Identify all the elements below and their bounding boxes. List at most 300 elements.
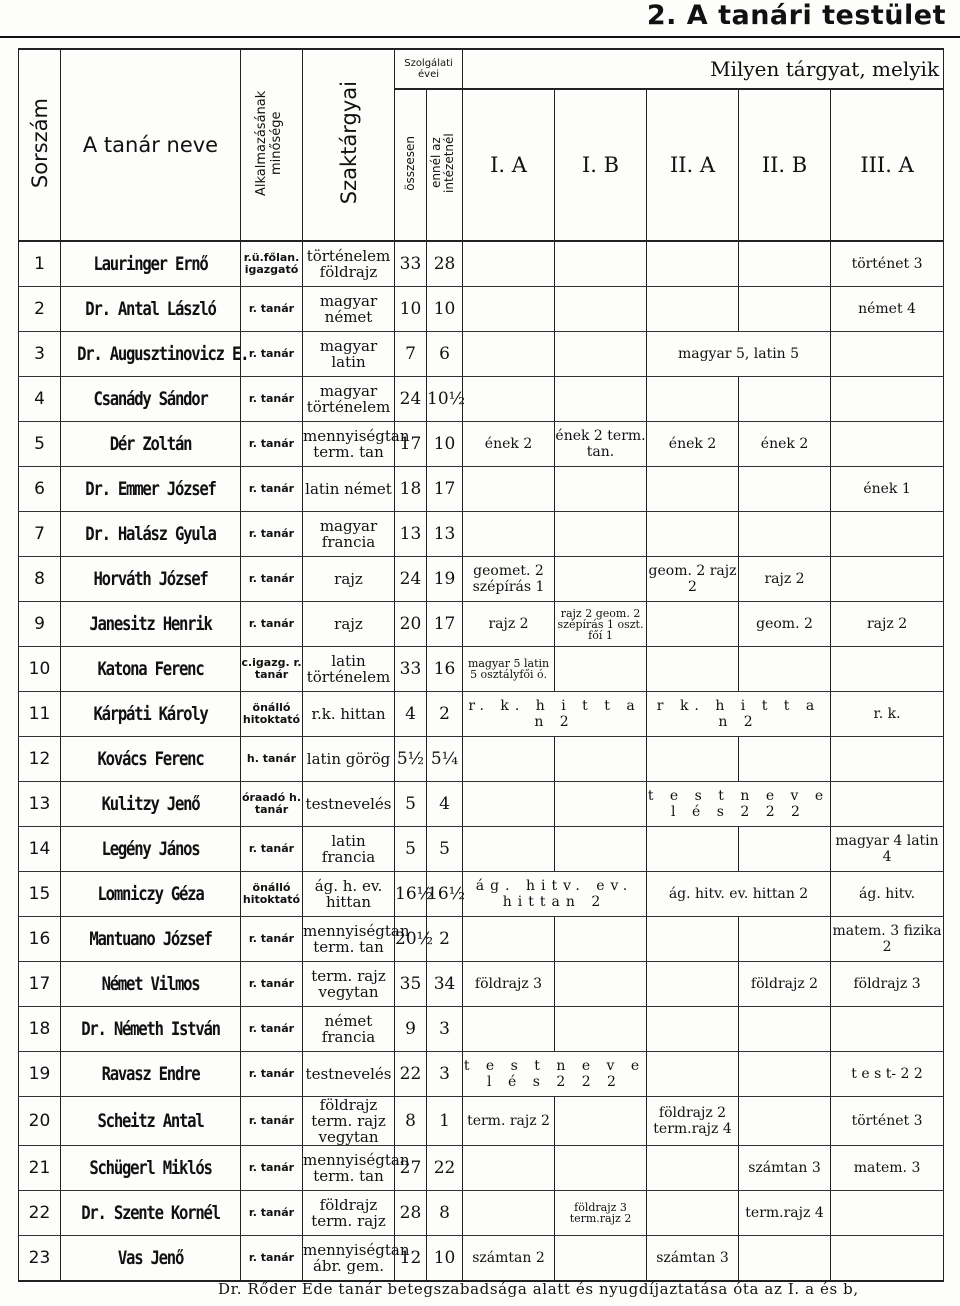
appointment-type: r. tanár <box>241 1236 303 1282</box>
years-institute: 3 <box>427 1007 463 1052</box>
class-assignment-1b <box>555 962 647 1007</box>
teacher-name: Janesitz Henrik <box>89 613 212 635</box>
subjects: latin német <box>303 467 395 512</box>
years-total: 16½ <box>395 872 427 917</box>
subjects: rajz <box>303 557 395 602</box>
teacher-name-cell <box>61 467 241 512</box>
subjects: latin történelem <box>303 647 395 692</box>
class-assignment-1a: földrajz 3 <box>463 962 555 1007</box>
teacher-name-cell <box>61 1097 241 1146</box>
appointment-type: r. tanár <box>241 1097 303 1146</box>
years-institute: 19 <box>427 557 463 602</box>
years-total: 4 <box>395 692 427 737</box>
appointment-type: önálló hitoktató <box>241 872 303 917</box>
class-assignment-1b <box>555 1236 647 1282</box>
table-row <box>19 962 944 1007</box>
header-class-2b: II. B <box>739 89 831 241</box>
class-assignment-2a <box>647 512 739 557</box>
years-total: 24 <box>395 377 427 422</box>
class-assignment-2b <box>739 1097 831 1146</box>
row-number: 5 <box>19 422 61 467</box>
class-assignment-1a <box>463 241 555 287</box>
class-assignment-3a: r. k. <box>831 692 944 737</box>
teacher-name-cell <box>61 287 241 332</box>
header-osszesen-label: összesen <box>403 135 417 191</box>
table-row <box>19 1097 944 1146</box>
title-rule <box>0 36 960 38</box>
class-assignment-1a <box>463 512 555 557</box>
subjects: mennyiségtan term. tan <box>303 917 395 962</box>
table-row <box>19 332 944 377</box>
class-assignment-3a <box>831 647 944 692</box>
row-number: 11 <box>19 692 61 737</box>
teacher-name: Dér Zoltán <box>109 433 192 455</box>
subjects: ág. h. ev. hittan <box>303 872 395 917</box>
class-assignment-2b: geom. 2 <box>739 602 831 647</box>
class-assignment-3a: földrajz 3 <box>831 962 944 1007</box>
table-row <box>19 602 944 647</box>
class-assignment-1b <box>555 332 647 377</box>
class-assignment-3a <box>831 557 944 602</box>
teachers-table <box>18 48 944 1282</box>
years-total: 33 <box>395 241 427 287</box>
years-institute: 22 <box>427 1146 463 1191</box>
teacher-name: Lomniczy Géza <box>97 883 204 905</box>
class-assignment-1b <box>555 1007 647 1052</box>
header-class-1a: I. A <box>463 89 555 241</box>
class-assignment-1b: ének 2 term. tan. <box>555 422 647 467</box>
class-assignment-2a: számtan 3 <box>647 1236 739 1282</box>
table-row <box>19 512 944 557</box>
class-assignment-2a <box>647 737 739 782</box>
teacher-name: Legény János <box>101 838 200 860</box>
class-assignment-2b: földrajz 2 <box>739 962 831 1007</box>
subjects: term. rajz vegytan <box>303 962 395 1007</box>
teacher-name: Schügerl Miklós <box>89 1157 212 1179</box>
row-number: 10 <box>19 647 61 692</box>
teacher-name-cell <box>61 557 241 602</box>
appointment-type: r. tanár <box>241 287 303 332</box>
class-assignment-2a <box>647 827 739 872</box>
teacher-name: Kovács Ferenc <box>97 748 204 770</box>
header-intezetnel-label: ennél az intézetnél <box>428 133 456 193</box>
table-row <box>19 377 944 422</box>
class-assignment-2b <box>739 737 831 782</box>
appointment-type: r. tanár <box>241 1007 303 1052</box>
teacher-name: Mantuano József <box>89 928 212 950</box>
table-row <box>19 422 944 467</box>
class-assignment-2a: geom. 2 rajz 2 <box>647 557 739 602</box>
teacher-name-cell <box>61 1007 241 1052</box>
years-institute: 10 <box>427 287 463 332</box>
class-assignment-3a <box>831 512 944 557</box>
class-assignment-3a: történet 3 <box>831 1097 944 1146</box>
years-total: 13 <box>395 512 427 557</box>
header-alkalmazas <box>241 49 303 241</box>
row-number: 8 <box>19 557 61 602</box>
header-name: A tanár neve <box>61 49 241 241</box>
subjects: rajz <box>303 602 395 647</box>
class-assignment-1b <box>555 647 647 692</box>
class-assignment-1b <box>555 512 647 557</box>
class-assignment-2b <box>739 917 831 962</box>
table-row <box>19 1191 944 1236</box>
years-institute: 13 <box>427 512 463 557</box>
appointment-type: r. tanár <box>241 332 303 377</box>
class-assignment-1a <box>463 1191 555 1236</box>
class-assignment-2b <box>739 287 831 332</box>
years-institute: 10½ <box>427 377 463 422</box>
appointment-type: c.igazg. r. tanár <box>241 647 303 692</box>
row-number: 3 <box>19 332 61 377</box>
subjects: történelem földrajz <box>303 241 395 287</box>
years-total: 28 <box>395 1191 427 1236</box>
class-assignment-3a: ének 1 <box>831 467 944 512</box>
class-assignment-2a <box>647 602 739 647</box>
class-assignment-2b <box>739 827 831 872</box>
class-assignment-1a <box>463 1007 555 1052</box>
class-assignment-1b <box>555 287 647 332</box>
class-assignment-3a <box>831 1236 944 1282</box>
header-sorszam <box>19 49 61 241</box>
years-institute: 16½ <box>427 872 463 917</box>
class-assignment-2a <box>647 287 739 332</box>
class-assignment-2a-2b: r k. h i t t a n 2 <box>647 692 831 737</box>
teacher-name-cell <box>61 692 241 737</box>
class-assignment-2b <box>739 647 831 692</box>
class-assignment-3a <box>831 332 944 377</box>
teacher-name-cell <box>61 872 241 917</box>
class-assignment-1a: term. rajz 2 <box>463 1097 555 1146</box>
subjects: mennyiségtan term. tan <box>303 422 395 467</box>
class-assignment-3a: matem. 3 <box>831 1146 944 1191</box>
class-assignment-1a <box>463 332 555 377</box>
class-assignment-2b <box>739 1052 831 1097</box>
years-total: 5 <box>395 782 427 827</box>
class-assignment-2a <box>647 1191 739 1236</box>
class-assignment-1a: geomet. 2 szépírás 1 <box>463 557 555 602</box>
years-total: 12 <box>395 1236 427 1282</box>
table-row <box>19 557 944 602</box>
class-assignment-1b: rajz 2 geom. 2 szépírás 1 oszt. főí 1 <box>555 602 647 647</box>
footer-note: Dr. Rőder Ede tanár betegszabadsága alatt és nyugdíjaztatása óta az I. a és b, <box>218 1280 859 1298</box>
subjects: földrajz term. rajz <box>303 1191 395 1236</box>
teacher-name: Dr. Szente Kornél <box>81 1202 220 1224</box>
class-assignment-1b <box>555 241 647 287</box>
teacher-name-cell <box>61 737 241 782</box>
class-assignment-2b <box>739 512 831 557</box>
class-assignment-1a: ének 2 <box>463 422 555 467</box>
header-szolgalati: Szolgálati évei <box>395 49 463 89</box>
appointment-type: r.ü.főlan. igazgató <box>241 241 303 287</box>
table-row <box>19 827 944 872</box>
header-szaktargyai-label: Szaktárgyai <box>336 81 361 205</box>
years-total: 33 <box>395 647 427 692</box>
header-class-1b: I. B <box>555 89 647 241</box>
teacher-name-cell <box>61 1146 241 1191</box>
teacher-name-cell <box>61 512 241 557</box>
row-number: 17 <box>19 962 61 1007</box>
header-szaktargyai <box>303 49 395 241</box>
teacher-name: Csanády Sándor <box>93 388 208 410</box>
teacher-name: Dr. Németh István <box>81 1018 220 1040</box>
teacher-name-cell <box>61 332 249 377</box>
teacher-name: Kulitzy Jenő <box>101 793 200 815</box>
teacher-name: Horváth József <box>93 568 208 590</box>
class-assignment-2a <box>647 377 739 422</box>
subjects: testnevelés <box>303 782 395 827</box>
class-assignment-1a-1b: t e s t n e v e l é s 2 2 2 <box>463 1052 647 1097</box>
subjects: magyar latin <box>303 332 395 377</box>
teacher-name-cell <box>61 782 241 827</box>
subjects: testnevelés <box>303 1052 395 1097</box>
table-row <box>19 647 944 692</box>
years-total: 18 <box>395 467 427 512</box>
subjects: földrajz term. rajz vegytan <box>303 1097 395 1146</box>
row-number: 18 <box>19 1007 61 1052</box>
class-assignment-1b <box>555 782 647 827</box>
appointment-type: r. tanár <box>241 917 303 962</box>
row-number: 6 <box>19 467 61 512</box>
years-total: 9 <box>395 1007 427 1052</box>
class-assignment-1a-1b: r. k. h i t t a n 2 <box>463 692 647 737</box>
years-institute: 17 <box>427 467 463 512</box>
class-assignment-1a <box>463 1146 555 1191</box>
class-assignment-2a: ének 2 <box>647 422 739 467</box>
table-row <box>19 287 944 332</box>
table-row <box>19 1052 944 1097</box>
teacher-name-cell <box>61 917 241 962</box>
teacher-name: Lauringer Ernő <box>93 253 208 275</box>
years-institute: 4 <box>427 782 463 827</box>
class-assignment-1b <box>555 377 647 422</box>
years-institute: 6 <box>427 332 463 377</box>
class-assignment-1a: számtan 2 <box>463 1236 555 1282</box>
row-number: 2 <box>19 287 61 332</box>
years-total: 5½ <box>395 737 427 782</box>
class-assignment-2a <box>647 1007 739 1052</box>
years-total: 7 <box>395 332 427 377</box>
subjects: mennyiségtan term. tan <box>303 1146 395 1191</box>
teacher-name: Német Vilmos <box>101 973 200 995</box>
header-alkalmazas-label: Alkalmazásának minősége <box>253 90 284 196</box>
class-assignment-1b <box>555 827 647 872</box>
teacher-name: Ravasz Endre <box>101 1063 200 1085</box>
row-number: 12 <box>19 737 61 782</box>
table-row <box>19 737 944 782</box>
class-assignment-3a: magyar 4 latin 4 <box>831 827 944 872</box>
table-row <box>19 467 944 512</box>
appointment-type: r. tanár <box>241 1146 303 1191</box>
subjects: latin görög <box>303 737 395 782</box>
class-assignment-1b <box>555 1146 647 1191</box>
subjects: magyar történelem <box>303 377 395 422</box>
teacher-name-cell <box>61 377 241 422</box>
teacher-name: Dr. Augusztinovicz E. <box>77 343 249 365</box>
table-row <box>19 917 944 962</box>
class-assignment-2a <box>647 241 739 287</box>
class-assignment-3a: matem. 3 fizika 2 <box>831 917 944 962</box>
class-assignment-2b <box>739 1236 831 1282</box>
class-assignment-1a: rajz 2 <box>463 602 555 647</box>
class-assignment-1a <box>463 287 555 332</box>
class-assignment-2a <box>647 962 739 1007</box>
row-number: 13 <box>19 782 61 827</box>
class-assignment-2a <box>647 647 739 692</box>
header-milyen: Milyen tárgyat, melyik <box>463 49 944 89</box>
years-total: 27 <box>395 1146 427 1191</box>
class-assignment-1b <box>555 1097 647 1146</box>
class-assignment-3a: német 4 <box>831 287 944 332</box>
appointment-type: r. tanár <box>241 512 303 557</box>
table-row <box>19 1146 944 1191</box>
class-assignment-1a <box>463 467 555 512</box>
class-assignment-1a: magyar 5 latin 5 osztályfői ó. <box>463 647 555 692</box>
class-assignment-3a: történet 3 <box>831 241 944 287</box>
subjects: r.k. hittan <box>303 692 395 737</box>
years-total: 17 <box>395 422 427 467</box>
class-assignment-1b: földrajz 3 term.rajz 2 <box>555 1191 647 1236</box>
teacher-name-cell <box>61 647 241 692</box>
years-total: 22 <box>395 1052 427 1097</box>
teacher-name-cell <box>61 241 241 287</box>
appointment-type: r. tanár <box>241 1052 303 1097</box>
class-assignment-1b <box>555 917 647 962</box>
years-total: 8 <box>395 1097 427 1146</box>
class-assignment-2b: rajz 2 <box>739 557 831 602</box>
years-institute: 3 <box>427 1052 463 1097</box>
class-assignment-1a <box>463 917 555 962</box>
teacher-name: Dr. Antal László <box>85 298 216 320</box>
teacher-name-cell <box>61 422 241 467</box>
header-osszesen <box>395 89 427 241</box>
teacher-name: Scheitz Antal <box>97 1110 204 1132</box>
class-assignment-3a <box>831 782 944 827</box>
table-row <box>19 872 944 917</box>
years-total: 35 <box>395 962 427 1007</box>
years-institute: 16 <box>427 647 463 692</box>
appointment-type: r. tanár <box>241 827 303 872</box>
class-assignment-1a <box>463 827 555 872</box>
appointment-type: r. tanár <box>241 377 303 422</box>
class-assignment-1a <box>463 377 555 422</box>
row-number: 23 <box>19 1236 61 1282</box>
years-total: 24 <box>395 557 427 602</box>
years-institute: 17 <box>427 602 463 647</box>
class-assignment-3a: ág. hitv. <box>831 872 944 917</box>
years-institute: 5 <box>427 827 463 872</box>
subjects: latin francia <box>303 827 395 872</box>
subjects: német francia <box>303 1007 395 1052</box>
class-assignment-3a <box>831 422 944 467</box>
appointment-type: óraadó h. tanár <box>241 782 303 827</box>
appointment-type: önálló hitoktató <box>241 692 303 737</box>
class-assignment-1b <box>555 737 647 782</box>
header-sorszam-label: Sorszám <box>27 97 52 189</box>
class-assignment-1b <box>555 557 647 602</box>
teacher-name-cell <box>61 602 241 647</box>
years-institute: 10 <box>427 422 463 467</box>
appointment-type: r. tanár <box>241 557 303 602</box>
table-row <box>19 1007 944 1052</box>
class-assignment-3a <box>831 377 944 422</box>
class-assignment-1a-1b: ág. hitv. ev. hittan 2 <box>463 872 647 917</box>
row-number: 16 <box>19 917 61 962</box>
appointment-type: r. tanár <box>241 962 303 1007</box>
subjects: magyar német <box>303 287 395 332</box>
row-number: 9 <box>19 602 61 647</box>
class-assignment-2b <box>739 377 831 422</box>
subjects: magyar francia <box>303 512 395 557</box>
years-institute: 1 <box>427 1097 463 1146</box>
page-title: 2. A tanári testület <box>646 0 946 31</box>
row-number: 4 <box>19 377 61 422</box>
appointment-type: r. tanár <box>241 602 303 647</box>
table-row <box>19 782 944 827</box>
subjects: mennyiségtan ábr. gem. <box>303 1236 395 1282</box>
appointment-type: r. tanár <box>241 1191 303 1236</box>
class-assignment-3a <box>831 1007 944 1052</box>
class-assignment-2a <box>647 467 739 512</box>
teacher-name: Dr. Emmer József <box>85 478 216 500</box>
class-assignment-2b <box>739 241 831 287</box>
header-class-3a: III. A <box>831 89 944 241</box>
years-institute: 5¼ <box>427 737 463 782</box>
appointment-type: h. tanár <box>241 737 303 782</box>
class-assignment-3a: t e s t- 2 2 <box>831 1052 944 1097</box>
appointment-type: r. tanár <box>241 467 303 512</box>
class-assignment-2a <box>647 1146 739 1191</box>
row-number: 21 <box>19 1146 61 1191</box>
teacher-name: Vas Jenő <box>117 1247 184 1269</box>
teacher-name: Dr. Halász Gyula <box>85 523 216 545</box>
class-assignment-2a-2b: t e s t n e v e l é s 2 2 2 <box>647 782 831 827</box>
class-assignment-2b: term.rajz 4 <box>739 1191 831 1236</box>
row-number: 7 <box>19 512 61 557</box>
years-total: 20 <box>395 602 427 647</box>
row-number: 19 <box>19 1052 61 1097</box>
teacher-name-cell <box>61 1236 241 1282</box>
years-institute: 34 <box>427 962 463 1007</box>
class-assignment-2b <box>739 467 831 512</box>
teacher-name: Kárpáti Károly <box>93 703 208 725</box>
class-assignment-1a <box>463 737 555 782</box>
class-assignment-2b <box>739 1007 831 1052</box>
teacher-name-cell <box>61 962 241 1007</box>
row-number: 22 <box>19 1191 61 1236</box>
class-assignment-2a-2b: ág. hitv. ev. hittan 2 <box>647 872 831 917</box>
teacher-name: Katona Ferenc <box>97 658 204 680</box>
table-row <box>19 1236 944 1282</box>
class-assignment-3a <box>831 1191 944 1236</box>
years-institute: 2 <box>427 917 463 962</box>
teacher-name-cell <box>61 1191 241 1236</box>
header-class-2a: II. A <box>647 89 739 241</box>
appointment-type: r. tanár <box>241 422 303 467</box>
years-total: 20½ <box>395 917 427 962</box>
teacher-name-cell <box>61 1052 241 1097</box>
class-assignment-2a <box>647 1052 739 1097</box>
table-row <box>19 241 944 287</box>
class-assignment-3a: rajz 2 <box>831 602 944 647</box>
class-assignment-1b <box>555 467 647 512</box>
years-institute: 10 <box>427 1236 463 1282</box>
class-assignment-2a: földrajz 2 term.rajz 4 <box>647 1097 739 1146</box>
years-total: 10 <box>395 287 427 332</box>
row-number: 1 <box>19 241 61 287</box>
class-assignment-2b: számtan 3 <box>739 1146 831 1191</box>
header-intezetnel <box>427 89 463 241</box>
